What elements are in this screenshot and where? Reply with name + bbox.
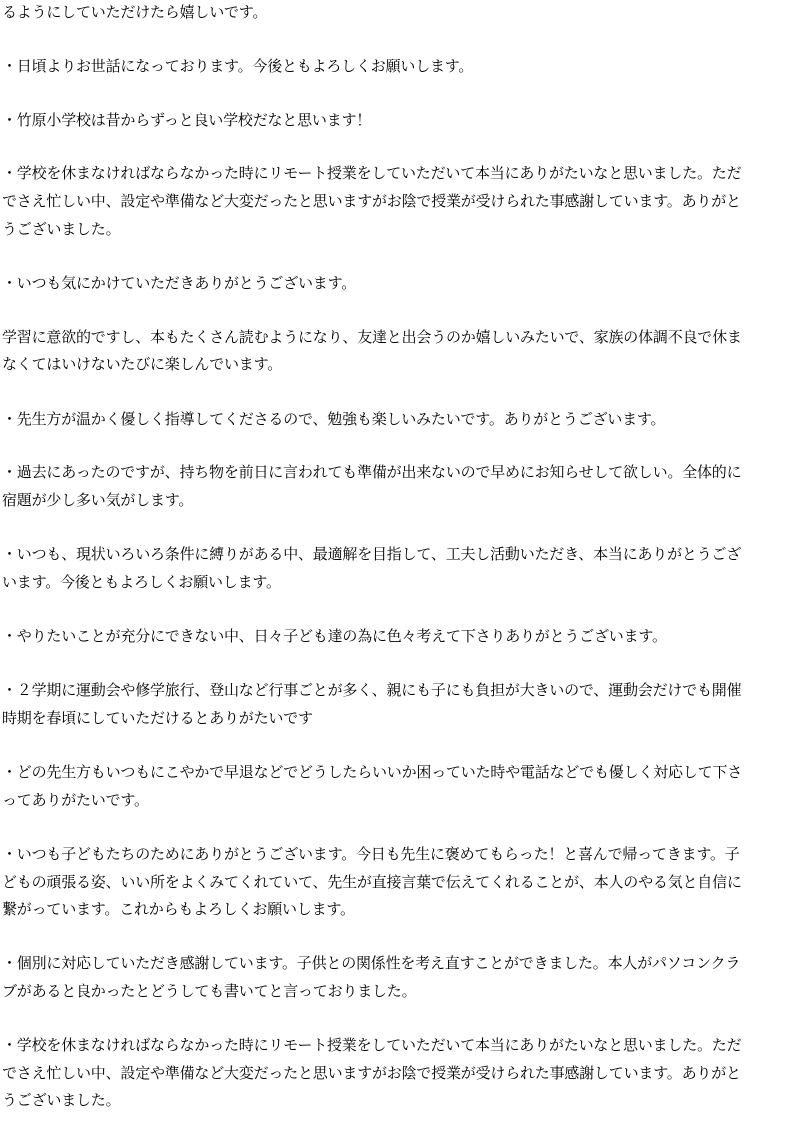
comment-line: ・個別に対応していただき感謝しています。子供との関係性を考え直すことができました。本人がパソコンクラ — [2, 954, 741, 972]
comment-line: ・先生方が温かく優しく指導してくださるので、勉強も楽しいみたいです。ありがとうございます。 — [2, 410, 666, 428]
comment-line: なくてはいけないたびに楽しんでいます。 — [2, 355, 283, 373]
comment-line: ブがあると良かったとどうしても書いてと言っておりました。 — [2, 982, 417, 1000]
comment-line: ・いつも気にかけていただきありがとうございます。 — [2, 274, 357, 292]
comment-line: ・学校を休まなければならなかった時にリモート授業をしていただいて本当にありがたいなと思いました。ただ — [2, 1036, 742, 1054]
comment-line: います。今後ともよろしくお願いします。 — [2, 573, 281, 591]
comment-line: るようにしていただけたら嬉しいです。 — [2, 3, 268, 21]
comment-line: ・いつも、現状いろいろ条件に縛りがある中、最適解を目指して、工夫し活動いただき、本当にありがとうござ — [2, 545, 742, 563]
comment-line: ってありがたいです。 — [2, 791, 149, 809]
comment-line: どもの頑張る姿、いい所をよくみてくれていて、先生が直接言葉で伝えてくれることが、本人のやる気と自信に — [2, 873, 742, 891]
comment-line: ・竹原小学校は昔からずっと良い学校だなと思います！ — [2, 111, 372, 129]
comment-line: ・過去にあったのですが、持ち物を前日に言われても準備が出来ないので早めにお知らせして欲しい。全体的に — [2, 463, 742, 481]
comment-line: 宿題が少し多い気がします。 — [2, 491, 194, 509]
comment-line: ・いつも子どもたちのためにありがとうございます。今日も先生に褒めてもらった！と喜んで帰ってきます。子 — [2, 845, 740, 863]
comment-line: 繋がっています。これからもよろしくお願いします。 — [2, 900, 355, 918]
comment-line: ・日頃よりお世話になっております。今後ともよろしくお願いします。 — [2, 57, 474, 75]
comment-line: うございました。 — [2, 1091, 121, 1109]
comment-line: ・やりたいことが充分にできない中、日々子ども達の為に色々考えて下さりありがとうございます。 — [2, 627, 667, 645]
comment-line: ・学校を休まなければならなかった時にリモート授業をしていただいて本当にありがたいなと思いました。ただ — [2, 164, 742, 182]
comment-line: でさえ忙しい中、設定や準備など大変だったと思いますがお陰で授業が受けられた事感謝しています。ありがと — [2, 192, 741, 210]
comment-line: うございました。 — [2, 220, 121, 238]
comment-line: 時期を春頃にしていただけるとありがたいです — [2, 709, 313, 727]
comment-line: ・２学期に運動会や修学旅行、登山など行事ごとが多く、親にも子にも負担が大きいので、運動会だけでも開催 — [2, 681, 742, 699]
comment-line: でさえ忙しい中、設定や準備など大変だったと思いますがお陰で授業が受けられた事感謝しています。ありがと — [2, 1064, 741, 1082]
comment-line: ・どの先生方もいつもにこやかで早退などでどうしたらいいか困っていた時や電話などでも優しく対応して下さ — [2, 763, 743, 781]
comment-line: 学習に意欲的ですし、本もたくさん読むようになり、友達と出会うのか嬉しいみたいで、家族の体調不良で休ま — [2, 328, 742, 346]
